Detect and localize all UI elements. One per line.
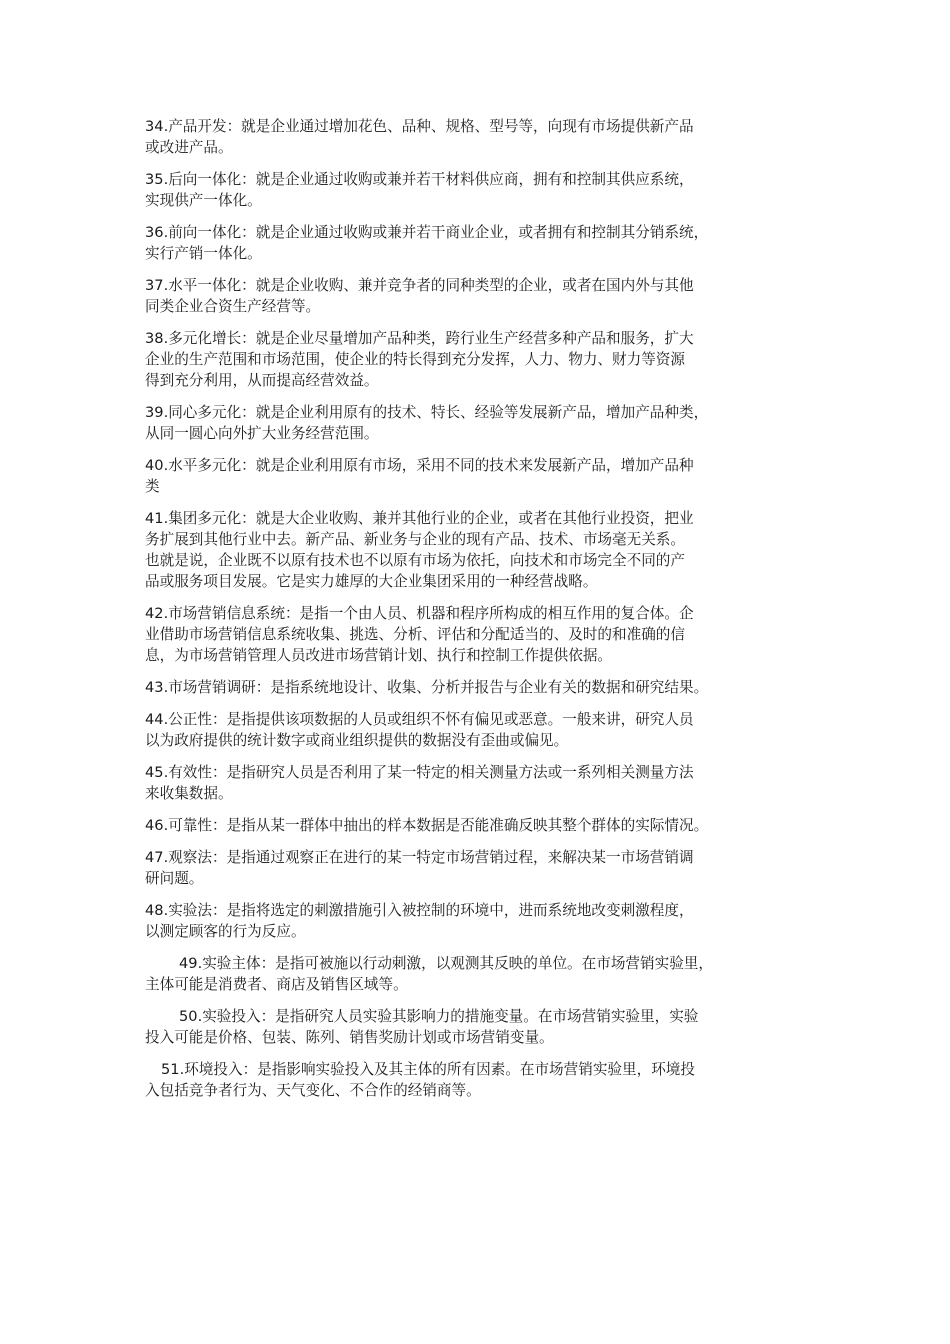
definition-paragraph-47: 47.观察法：是指通过观察正在进行的某一特定市场营销过程，来解决某一市场营销调 研问题。 bbox=[145, 849, 694, 887]
definition-paragraph-42: 42.市场营销信息系统：是指一个由人员、机器和程序所构成的相互作用的复合体。企 业借助市场营销信息系统收集、挑选、分析、评估和分配适当的、及时的和准确的信 息，为市场营销管理人员改进市场营销计划、执行和控制工作提供依据。 bbox=[145, 605, 694, 664]
definition-paragraph-43: 43.市场营销调研：是指系统地设计、收集、分析并报告与企业有关的数据和研究结果。 bbox=[145, 679, 709, 696]
definition-paragraph-51: 51.环境投入：是指影响实验投入及其主体的所有因素。在市场营销实验里，环境投 入包括竞争者行为、天气变化、不合作的经销商等。 bbox=[145, 1061, 695, 1099]
definition-paragraph-39: 39.同心多元化：就是企业利用原有的技术、特长、经验等发展新产品，增加产品种类， 从同一圆心向外扩大业务经营范围。 bbox=[145, 404, 709, 442]
definition-paragraph-50: 50.实验投入：是指研究人员实验其影响力的措施变量。在市场营销实验里，实验 投入可能是价格、包装、陈列、销售奖励计划或市场营销变量。 bbox=[145, 1008, 699, 1046]
definition-paragraph-44: 44.公正性：是指提供该项数据的人员或组织不怀有偏见或恶意。一般来讲，研究人员 以为政府提供的统计数字或商业组织提供的数据没有歪曲或偏见。 bbox=[145, 711, 694, 749]
definition-paragraph-49: 49.实验主体：是指可被施以行动刺激，以观测其反映的单位。在市场营销实验里， 主体可能是消费者、商店及销售区域等。 bbox=[145, 955, 713, 993]
definition-paragraph-40: 40.水平多元化：就是企业利用原有市场，采用不同的技术来发展新产品，增加产品种 类 bbox=[145, 457, 694, 495]
document-body bbox=[145, 116, 815, 1112]
definition-paragraph-34: 34.产品开发：就是企业通过增加花色、品种、规格、型号等，向现有市场提供新产品 或改进产品。 bbox=[145, 118, 694, 156]
definition-paragraph-36: 36.前向一体化：就是企业通过收购或兼并若干商业企业，或者拥有和控制其分销系统， 实行产销一体化。 bbox=[145, 224, 709, 262]
definition-paragraph-46: 46.可靠性：是指从某一群体中抽出的样本数据是否能准确反映其整个群体的实际情况。 bbox=[145, 817, 709, 834]
definition-paragraph-35: 35.后向一体化：就是企业通过收购或兼并若干材料供应商，拥有和控制其供应系统， 实现供产一体化。 bbox=[145, 171, 694, 209]
definition-paragraph-41: 41.集团多元化：就是大企业收购、兼并其他行业的企业，或者在其他行业投资，把业 务扩展到其他行业中去。新产品、新业务与企业的现有产品、技术、市场毫无关系。 也就是说，企业既不以原有技术也不以原有市场为依托，向技术和市场完全不同的产 品或服务项目发展。它是实力雄厚的大企业集团采用的一种经营战略。 bbox=[145, 510, 694, 590]
definition-paragraph-48: 48.实验法：是指将选定的刺激措施引入被控制的环境中，进而系统地改变刺激程度， 以测定顾客的行为反应。 bbox=[145, 902, 694, 940]
definition-paragraph-45: 45.有效性：是指研究人员是否利用了某一特定的相关测量方法或一系列相关测量方法 来收集数据。 bbox=[145, 764, 694, 802]
definition-paragraph-38: 38.多元化增长：就是企业尽量增加产品种类，跨行业生产经营多种产品和服务，扩大 企业的生产范围和市场范围，使企业的特长得到充分发挥，人力、物力、财力等资源 得到充分利用，从而提高经营效益。 bbox=[145, 330, 694, 389]
definition-paragraph-37: 37.水平一体化：就是企业收购、兼并竞争者的同种类型的企业，或者在国内外与其他 同类企业合资生产经营等。 bbox=[145, 277, 694, 315]
